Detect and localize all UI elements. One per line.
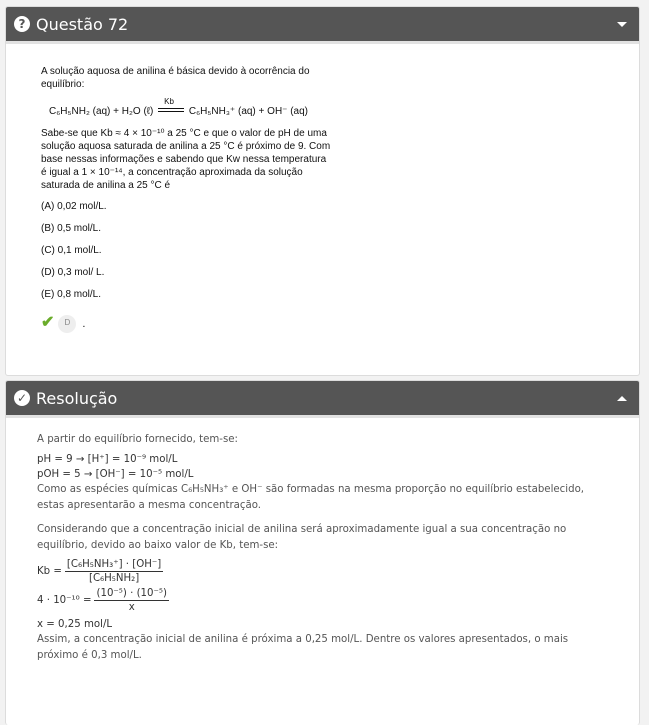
question-title: Questão 72 xyxy=(36,14,129,34)
poh-line: pOH = 5 → [OH⁻] = 10⁻⁵ mol/L xyxy=(37,469,194,481)
kb-substitution xyxy=(37,587,609,615)
kb-numerator: [C₆H₅NH₃⁺] · [OH⁻] xyxy=(65,558,163,572)
resolution-header[interactable] xyxy=(6,381,639,418)
eq2-denominator: x xyxy=(128,602,135,614)
answer-suffix: . xyxy=(82,317,86,330)
resolution-p1: A partir do equilíbrio fornecido, tem-se: xyxy=(37,434,238,445)
check-icon: ✔ xyxy=(41,314,55,332)
eq2-numerator: (10⁻⁵) · (10⁻⁵) xyxy=(94,587,168,601)
question-mark-icon: ? xyxy=(14,16,30,32)
equilibrium-arrow-icon xyxy=(158,96,184,116)
option-a[interactable]: (A) 0,02 mol/L. xyxy=(41,201,107,213)
equation-reactants: C₆H₅NH₂ (aq) + H₂O (ℓ) xyxy=(49,105,154,117)
question-body xyxy=(6,44,331,334)
kb-denominator: [C₆H₅NH₂] xyxy=(88,572,140,584)
kb-expression xyxy=(37,558,609,586)
option-e[interactable]: (E) 0,8 mol/L. xyxy=(41,288,102,300)
option-b[interactable]: (B) 0,5 mol/L. xyxy=(41,223,102,235)
question-text: Sabe-se que Kb ≈ 4 × 10⁻¹⁰ a 25 °C e que o valor de pH de uma solução aquosa saturada de anilina a 25 °C é próximo de 9. Com base nessas informações e sabendo que Kw nessa temperatura é igual a 1 × 10⁻¹⁴, a concentração aproximada da solução saturada de anilina a 25 °C é xyxy=(41,128,331,191)
arrow-label: Kb xyxy=(164,96,174,106)
chevron-down-icon[interactable] xyxy=(617,22,627,27)
option-d[interactable]: (D) 0,3 mol/ L. xyxy=(41,266,105,278)
equation-products: C₆H₅NH₃⁺ (aq) + OH⁻ (aq) xyxy=(188,105,309,117)
answer-row xyxy=(41,313,331,333)
question-panel xyxy=(5,6,640,376)
resolution-panel xyxy=(5,380,640,725)
resolution-p4: Assim, a concentração inicial de anilina é próxima a 0,25 mol/L. Dentre os valores apresentados, o mais próximo é 0,3 mol/L. xyxy=(37,633,569,661)
option-c[interactable]: (C) 0,1 mol/L. xyxy=(41,244,102,256)
ph-line: pH = 9 → [H⁺] = 10⁻⁹ mol/L xyxy=(37,453,178,465)
resolution-p3: Considerando que a concentração inicial de anilina será aproximadamente igual a sua concentração no equilíbrio, devido ao baixo valor de Kb, tem-se: xyxy=(37,524,567,551)
equilibrium-equation xyxy=(49,96,331,119)
answer-badge: D xyxy=(58,315,76,333)
resolution-title: Resolução xyxy=(36,388,118,408)
question-intro: A solução aquosa de anilina é básica devido à ocorrência do equilíbrio: xyxy=(41,66,310,90)
kb-label: Kb = xyxy=(37,565,62,577)
x-result: x = 0,25 mol/L xyxy=(37,618,113,630)
check-circle-icon: ✓ xyxy=(14,390,30,406)
eq2-left: 4 · 10⁻¹⁰ = xyxy=(37,595,92,606)
resolution-body xyxy=(6,418,639,664)
question-header[interactable] xyxy=(6,7,639,44)
chevron-up-icon[interactable] xyxy=(617,396,627,401)
resolution-p2: Como as espécies químicas C₆H₅NH₃⁺ e OH⁻ são formadas na mesma proporção no equilíbrio estabelecido, estas apresentarão a mesma concentração. xyxy=(37,484,585,512)
